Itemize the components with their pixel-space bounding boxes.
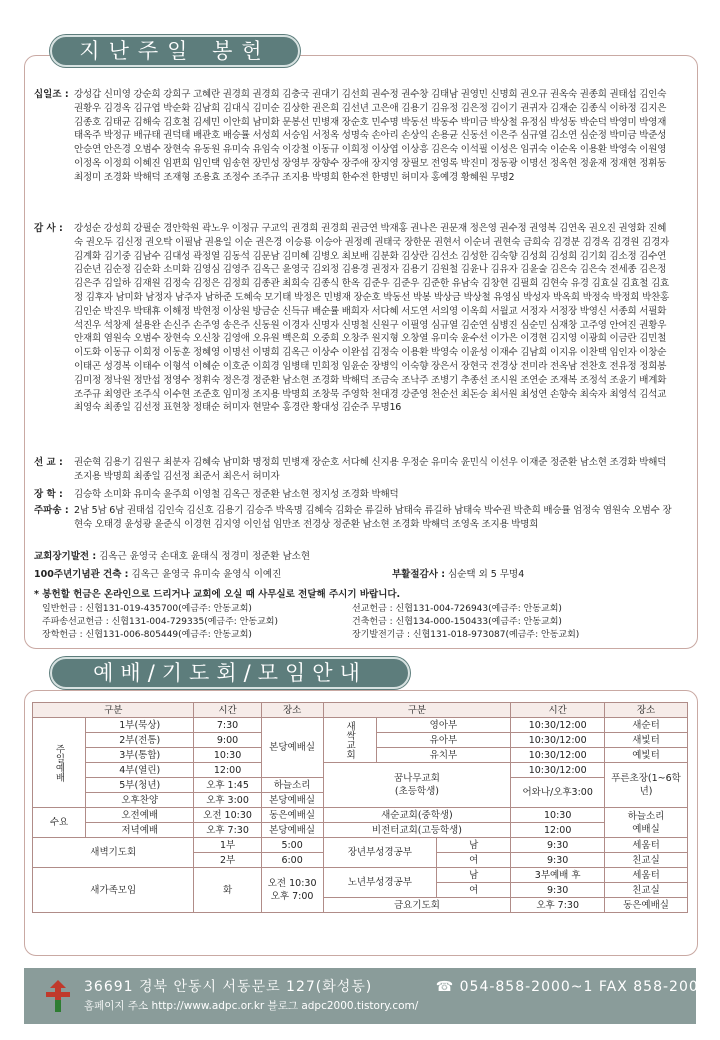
worship-4-time: 12:00 (194, 763, 261, 778)
adult-study-female: 여 (437, 853, 511, 868)
thanks-section (34, 222, 674, 415)
worship-5-name: 5부(청년) (86, 778, 194, 793)
centennial-label: 100주년기념관 건축 : (34, 569, 129, 580)
high-school-name: 비전터교회(고등학생) (323, 823, 511, 838)
senior-study-female-place: 친교실 (605, 883, 688, 898)
header-time-right: 시간 (511, 703, 605, 718)
worship-5-place: 하늘소리 (261, 778, 323, 793)
worship-1-time: 7:30 (194, 718, 261, 733)
section-title-schedule: 예배/기도회/모임안내 (50, 657, 410, 689)
senior-study-name: 노년부성경공부 (323, 868, 437, 898)
header-place-left: 장소 (261, 703, 323, 718)
schedule-table (32, 702, 688, 913)
newcomer-name: 새가족모임 (33, 868, 194, 913)
tithe-section (34, 88, 674, 185)
adult-study-male-time: 9:30 (511, 838, 605, 853)
wed-evening-place: 본당예배실 (261, 823, 323, 838)
dispatch-label: 주파송 : (34, 505, 69, 516)
elementary-name: 꿈나무교회 (초등학생) (323, 763, 511, 808)
church-cross-logo-icon (44, 978, 72, 1014)
adult-study-name: 장년부성경공부 (323, 838, 437, 868)
thanks-names: 강성순 강성희 강필순 경안학원 곽노우 이정규 구교익 권경희 권경희 권금연 박재홍 권나은 권문재 정은영 권수정 권영복 김연옥 권오진 권영화 진혜숙 권오두 김신정 권오탁 이필남 권용일 이순 권은경 이승룡 이승아 권정례 권태국 장한문 권현서 이순녀 권현숙 금희숙 김경분 김경옥 김경원 김경자 김계화 김기중 김남수 김대성 곽정열 김동석 김문남 김미혜 김병오 최보배 김분화 김상란 김선소 김성한 김숙향 김성희 김성희 김기회 김소정 김수연 김순년 김순정 김순화 소미화 김영심 김영주 김옥근 윤영국 김외정 김용경 권정자 김용기 김원철 김윤나 김유자 김윤술 김은숙 김은숙 전세종 김은정 김은주 김일하 김재원 김정숙 김정은 김정희 김종관 최희숙 김종식 한옥 김준우 김준우 김준한 유남숙 김창현 김필희 김현숙 유경 김효실 김효철 김효정 김후자 남미화 남정자 남주자 남하준 도혜숙 모기태 박정은 민병재 장순호 박동선 박봉 박상금 박상철 유영심 박성자 박옥희 박정숙 박정희 박찬홍 김인순 박진우 박태휴 이해정 박현정 이상원 방금순 신득규 배순률 배희자 서다혜 서도연 서의영 이옥희 서월교 서정자 서정장 박영신 서종희 서필화 석진우 석창제 설용완 손신주 손주영 송은주 신동원 이경자 신명자 신명철 신원구 이필영 심규열 김순연 심병진 심순민 심재창 고주영 안여진 권황우 안재희 염원숙 오범수 장현숙 오신창 김영애 오유원 백은희 오중희 오창주 원지형 오창열 유미숙 윤수선 이가은 이경현 김지영 이광희 이금란 김민철 이도화 이동규 이희정 이동훈 정혜영 이명선 이명희 김옥근 이상수 이완섭 김정숙 이용환 박영숙 이윤성 이재수 김남희 이지유 이찬택 임인자 이창순 이태곤 성경복 이태수 이형석 이혜순 이호준 이희경 임병태 민희정 임윤순 장병익 이숙향 장은서 장현국 전경상 전미라 전옥남 전찬호 전유정 정희봉 김미정 정낙원 정만섭 정영수 정휘숙 정은경 정준환 남소현 조경화 박해덕 조금숙 조낙주 조병기 추종선 조시원 조연순 조재복 조정석 조윤기 배계화 조주규 최영란 조주식 이수현 조준호 임미정 조지용 박명희 조창묵 주영학 천대경 강준영 천순선 최돈승 최서원 최성연 손향숙 최숙자 최영석 김석교 최영숙 최종일 김선정 표현창 정태순 허미자 현말수 홍경란 황대성 김순주 무명16 (74, 223, 670, 414)
afternoon-praise-time: 오후 3:00 (194, 793, 261, 808)
dawn-time-1-cell (261, 838, 323, 853)
easter-line (392, 568, 524, 581)
table-row (33, 823, 688, 838)
table-header-row (33, 703, 688, 718)
mission-label: 선 교 : (34, 457, 63, 468)
dawn-part-2: 2부 (194, 853, 261, 868)
section-title-offerings: 지난주일 봉헌 (50, 35, 300, 67)
infant-time: 10:30/12:00 (511, 718, 605, 733)
church-footer (24, 968, 709, 1024)
worship-4-name: 4부(열린) (86, 763, 194, 778)
adult-study-female-place: 친교실 (605, 853, 688, 868)
dev-fund-line (34, 550, 310, 563)
header-gubun-left: 구분 (33, 703, 194, 718)
toddler-place: 새빛터 (605, 733, 688, 748)
dev-fund-label: 교회장기발전 : (34, 551, 97, 562)
middle-school-time: 10:30 (511, 808, 605, 823)
kinder-place: 예빛터 (605, 748, 688, 763)
thanks-label: 감 사 : (34, 223, 63, 234)
wednesday-label: 수요 (33, 808, 86, 838)
toddler-time: 10:30/12:00 (511, 733, 605, 748)
tithe-label: 십일조 : (34, 89, 69, 100)
account-dispatch: 주파송선교헌금 : 신협131-004-729335(예금주: 안동교회) (42, 617, 278, 627)
dawn-prayer-name: 새벽기도회 (33, 838, 194, 868)
worship-3-name: 3부(통합) (86, 748, 194, 763)
centennial-line (34, 568, 281, 581)
footer-address-line (84, 976, 709, 996)
worship-1-name: 1부(묵상) (86, 718, 194, 733)
friday-prayer-name: 금요기도회 (323, 898, 511, 913)
account-scholarship: 장학헌금 : 신협131-006-805449(예금주: 안동교회) (42, 630, 252, 640)
worship-2-name: 2부(전통) (86, 733, 194, 748)
account-development: 장기발전기금 : 신협131-018-973087(예금주: 안동교회) (352, 630, 580, 640)
centennial-names: 김옥근 윤영국 유미숙 윤영식 이예진 (131, 569, 282, 580)
easter-label: 부활절감사 : (392, 569, 445, 580)
friday-prayer-place: 동은예배실 (605, 898, 688, 913)
header-time-left: 시간 (194, 703, 261, 718)
church-phone: ☎ 054-858-2000~1 FAX 858-2002 (435, 979, 709, 995)
online-offering-notice: * 봉헌할 헌금은 온라인으로 드리거나 교회에 오실 때 사무실로 전달해 주시기 바랍니다. (34, 589, 401, 600)
table-row (33, 838, 688, 853)
header-place-right: 장소 (605, 703, 688, 718)
friday-prayer-time: 오후 7:30 (511, 898, 605, 913)
senior-study-male: 남 (437, 868, 511, 883)
senior-study-female-time: 9:30 (511, 883, 605, 898)
table-row (33, 808, 688, 823)
senior-study-male-place: 세움터 (605, 868, 688, 883)
dispatch-names: 2남 5남 6남 권태섭 김인숙 김신호 김용기 김승주 박옥명 김혜숙 김화순 류길하 남태숙 류길하 남태숙 박수권 박춘희 배승률 엄정숙 염원숙 오범수 장현숙 오태경 윤성광 윤준식 이경현 김지영 이인섭 임만조 전경상 정준환 남소현 조경화 박해덕 조영옥 조지용 박명희 (74, 505, 672, 530)
mission-section (34, 456, 674, 484)
worship-5-time: 오후 1:45 (194, 778, 261, 793)
worship-2-time: 9:00 (194, 733, 261, 748)
middle-school-name: 새순교회(중학생) (323, 808, 511, 823)
table-row (33, 718, 688, 733)
infant-place: 새순터 (605, 718, 688, 733)
table-row (33, 763, 688, 778)
afternoon-praise-name: 오후찬양 (86, 793, 194, 808)
newcomer-time: 오전 10:30 오후 7:00 (261, 868, 323, 913)
senior-study-male-time: 3부예배 후 (511, 868, 605, 883)
dawn-part-1: 1부 (194, 838, 261, 853)
kinder-name: 유치부 (376, 748, 511, 763)
church-website[interactable]: 홈페이지 주소 http://www.adpc.or.kr 블로그 adpc2000.tistory.com/ (84, 1000, 419, 1012)
high-school-time: 12:00 (511, 823, 605, 838)
wed-morning-place: 동은예배실 (261, 808, 323, 823)
adult-study-female-time: 9:30 (511, 853, 605, 868)
mission-names: 권순혁 김용기 김원구 최분자 김혜숙 남미화 명정희 민병재 장순호 서다혜 신지용 우정순 유미숙 윤민식 이선우 이재준 정준환 남소현 조경화 박해덕 조지용 박명희 최종일 김선정 최준서 최은서 허미자 (74, 457, 667, 482)
wed-morning-time: 오전 10:30 (194, 808, 261, 823)
tithe-names: 강성갑 신미영 강순희 강희구 고혜란 권경희 권경희 김충국 권대기 김선희 권수정 권수창 김태남 권영민 신명희 권오규 권옥숙 권종희 권태섭 김인숙 권황우 김경옥 김규엽 박순화 김남희 김대식 김미순 김상한 권은희 김선년 고은애 김용기 김유정 김은정 김이기 권귀자 김재순 김종식 이하정 김지은 김종호 김태균 김해숙 김호철 김세민 이안희 남미화 문봉선 민병재 장순호 민수명 박동선 박동수 박미금 박상철 유정심 박성동 박순덕 박영미 박영재 태옥주 박정규 배규태 권덕태 배관호 배승률 서성희 서승임 서정옥 성명숙 손아리 손상익 손용균 신동선 이은주 심규열 김소연 심순정 박미금 박준성 안승연 안은경 오범수 장현숙 유동원 유미숙 유임숙 이강철 이동규 이희정 이상엽 이상흥 김은숙 이석필 이성은 임귀숙 이순옥 이용환 박영숙 이원영 이정옥 이정희 이혜진 임편희 임인택 임송현 장민성 장영부 장향수 장주애 장지영 장필모 전영록 박진미 정동광 이명선 정옥현 정윤재 정재현 정휘동 최정미 조경화 박해덕 조재형 조용효 조정수 조주규 조지용 박명희 한수전 한명민 허미자 홍예경 황혜원 무명2 (74, 89, 667, 183)
scholarship-label: 장 학 : (34, 489, 63, 500)
header-gubun-right: 구분 (323, 703, 511, 718)
toddler-name: 유아부 (376, 733, 511, 748)
newcomer-day: 화 (194, 868, 261, 913)
adult-study-male-place: 세움터 (605, 838, 688, 853)
afternoon-praise-place: 본당예배실 (261, 793, 323, 808)
dawn-time-1-text: 5:00 (281, 839, 303, 851)
dispatch-section (34, 504, 674, 532)
worship-3-time: 10:30 (194, 748, 261, 763)
account-general: 일반헌금 : 신협131-019-435700(예금주: 안동교회) (42, 604, 252, 614)
account-building: 건축헌금 : 신협134-000-150433(예금주: 안동교회) (352, 617, 562, 627)
wed-evening-name: 저녁예배 (86, 823, 194, 838)
elementary-place: 푸른초장(1~6학년) (605, 763, 688, 808)
table-row (33, 868, 688, 883)
youth-place: 하늘소리 예배실 (605, 808, 688, 838)
wed-evening-time: 오후 7:30 (194, 823, 261, 838)
infant-name: 영아부 (376, 718, 511, 733)
sunday-worship-label: 주일예배 (33, 718, 86, 808)
adult-study-male: 남 (437, 838, 511, 853)
easter-names: 심순택 외 5 무명4 (448, 569, 525, 580)
wed-morning-name: 오전예배 (86, 808, 194, 823)
account-mission: 선교헌금 : 신협131-004-726943(예금주: 안동교회) (352, 604, 562, 614)
dawn-time-2: 6:00 (261, 853, 323, 868)
worship-main-place: 본당예배실 (261, 718, 323, 778)
senior-study-female: 여 (437, 883, 511, 898)
scholarship-section (34, 488, 674, 502)
dev-fund-names: 김옥근 윤영국 손대호 윤태식 정경미 정준환 남소현 (99, 551, 311, 562)
elementary-time-2: 어와나/오후3:00 (511, 778, 605, 808)
scholarship-names: 김승학 소미화 유미숙 윤주희 이영철 김옥근 정준환 남소현 정지성 조경화 박해덕 (74, 489, 399, 500)
kinder-time: 10:30/12:00 (511, 748, 605, 763)
church-address: 36691 경북 안동시 서동문로 127(화성동) (84, 979, 373, 995)
elementary-time-1: 10:30/12:00 (511, 763, 605, 778)
saessak-label: 새싹교회 (323, 718, 376, 763)
